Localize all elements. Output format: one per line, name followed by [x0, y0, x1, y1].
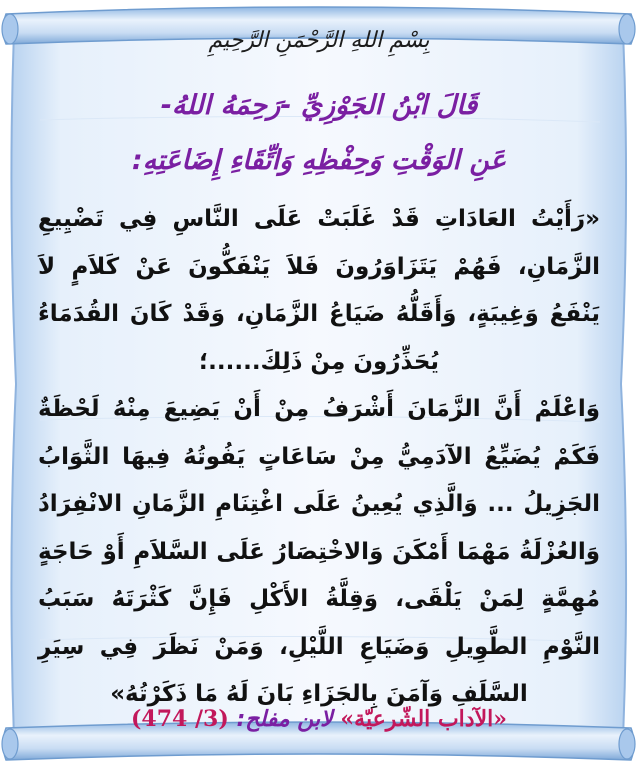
source-author: لابن مفلح:: [236, 707, 333, 732]
quote-body: [38, 196, 600, 719]
title-line-2: عَنِ الوَقْتِ وَحِفْظِهِ وَاتِّقَاءِ إِضَاعَتِهِ:: [131, 145, 507, 176]
source-citation: [38, 706, 600, 732]
basmala-calligraphy: بِسْمِ اللهِ الرَّحْمَنِ الرَّحِيمِ: [208, 28, 430, 53]
title-line-1: قَالَ ابْنُ الجَوْزِيِّ -رَحِمَهُ اللهُ-: [160, 90, 478, 121]
quote-paragraph-2: وَاعْلَمْ أَنَّ الزَّمَانَ أَشْرَفُ مِنْ أَنْ يَضِيعَ مِنْهُ لَحْظَةٌ فَكَمْ يُضَيِّعُ الآدَمِيُّ مِنْ سَاعَاتٍ يَفُوتُهُ فِيهَا الثَّوَابُ الجَزِيلُ ... وَالَّذِي يُعِينُ عَلَى اغْتِنَامِ الزَّمَانِ الانْفِرَادُ وَالعُزْلَةُ مَهْمَا أَمْكَنَ وَالاخْتِصَارُ عَلَى السَّلاَمِ أَوْ حَاجَةٍ مُهِمَّةٍ لِمَنْ يَلْقَى، وَقِلَّةُ الأَكْلِ فَإِنَّ كَثْرَتَهُ سَبَبُ النَّوْمِ الطَّوِيلِ وَضَيَاعِ اللَّيْلِ، وَمَنْ نَظَرَ فِي سِيَرِ السَّلَفِ وَآمَنَ بِالجَزَاءِ بَانَ لَهُ مَا ذَكَرْتُهُ»: [38, 396, 600, 707]
source-book-title: «الآداب الشّرعيّة»: [340, 706, 507, 732]
scroll-content: [38, 0, 600, 768]
quote-paragraph-1: «رَأَيْتُ العَادَاتِ قَدْ غَلَبَتْ عَلَى النَّاسِ فِي تَضْيِيعِ الزَّمَانِ، فَهُمْ يَتَزَاوَرُونَ فَلاَ يَنْفَكُّونَ عَنْ كَلاَمٍ لاَ يَنْفَعُ وَغِيبَةٍ، وَأَقَلُّهُ ضَيَاعُ الزَّمَانِ، وَقَدْ كَانَ القُدَمَاءُ يُحَذِّرُونَ مِنْ ذَلِكَ......؛: [38, 206, 600, 375]
source-reference: (3/ 474): [130, 706, 229, 732]
